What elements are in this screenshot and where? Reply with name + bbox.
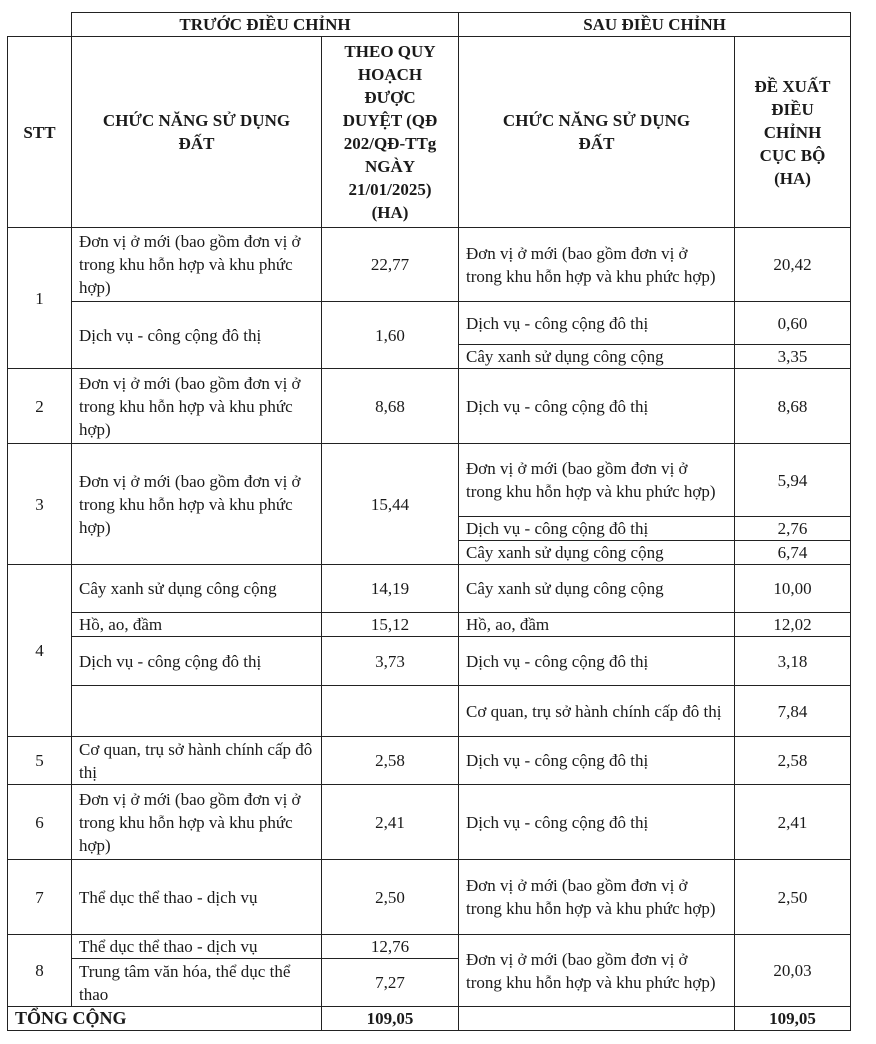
function-after-cell: Đơn vị ở mới (bao gồm đơn vị ở trong khu hỗn hợp và khu phức hợp) — [459, 228, 735, 302]
function-after-cell: Đơn vị ở mới (bao gồm đơn vị ở trong khu hỗn hợp và khu phức hợp) — [459, 860, 735, 935]
table-row — [8, 860, 851, 935]
function-before-cell: Dịch vụ - công cộng đô thị — [72, 302, 322, 369]
function-after-cell: Dịch vụ - công cộng đô thị — [459, 302, 735, 345]
area-before-cell: 14,19 — [322, 565, 459, 613]
table-row — [8, 565, 851, 613]
area-after-cell: 12,02 — [735, 613, 851, 637]
land-use-table-wrapper — [7, 12, 851, 1031]
header-function-before: CHỨC NĂNG SỬ DỤNG ĐẤT — [72, 37, 322, 228]
area-after-cell: 7,84 — [735, 686, 851, 737]
function-after-cell: Dịch vụ - công cộng đô thị — [459, 737, 735, 785]
header-corner-cell — [8, 13, 72, 37]
function-after-cell: Dịch vụ - công cộng đô thị — [459, 369, 735, 444]
area-after-cell: 10,00 — [735, 565, 851, 613]
function-after-cell: Cây xanh sử dụng công cộng — [459, 565, 735, 613]
function-before-cell: Cơ quan, trụ sở hành chính cấp đô thị — [72, 737, 322, 785]
function-after-cell: Dịch vụ - công cộng đô thị — [459, 517, 735, 541]
area-after-cell: 2,76 — [735, 517, 851, 541]
function-after-cell: Đơn vị ở mới (bao gồm đơn vị ở trong khu hỗn hợp và khu phức hợp) — [459, 444, 735, 517]
function-after-cell: Đơn vị ở mới (bao gồm đơn vị ở trong khu hỗn hợp và khu phức hợp) — [459, 935, 735, 1007]
table-row — [8, 785, 851, 860]
area-before-cell: 1,60 — [322, 302, 459, 369]
function-after-cell: Hồ, ao, đầm — [459, 613, 735, 637]
total-row — [8, 1007, 851, 1031]
header-stt: STT — [8, 37, 72, 228]
area-after-cell: 2,50 — [735, 860, 851, 935]
function-before-cell: Thể dục thể thao - dịch vụ — [72, 935, 322, 959]
header-function-after: CHỨC NĂNG SỬ DỤNG ĐẤT — [459, 37, 735, 228]
function-after-cell: Dịch vụ - công cộng đô thị — [459, 637, 735, 686]
total-before-value: 109,05 — [322, 1007, 459, 1031]
area-after-cell: 8,68 — [735, 369, 851, 444]
header-row-top — [8, 13, 851, 37]
function-after-cell: Cây xanh sử dụng công cộng — [459, 541, 735, 565]
header-area-before: THEO QUY HOẠCH ĐƯỢC DUYỆT (QĐ 202/QĐ-TTg NGÀY 21/01/2025) (HA) — [322, 37, 459, 228]
header-row-columns — [8, 37, 851, 228]
header-before-adjustment: TRƯỚC ĐIỀU CHỈNH — [72, 13, 459, 37]
area-before-cell: 7,27 — [322, 959, 459, 1007]
function-before-cell: Cây xanh sử dụng công cộng — [72, 565, 322, 613]
area-before-cell: 12,76 — [322, 935, 459, 959]
area-before-cell: 15,44 — [322, 444, 459, 565]
stt-cell: 3 — [8, 444, 72, 565]
stt-cell: 1 — [8, 228, 72, 369]
area-before-cell: 15,12 — [322, 613, 459, 637]
function-before-cell: Hồ, ao, đầm — [72, 613, 322, 637]
function-before-cell: Đơn vị ở mới (bao gồm đơn vị ở trong khu hỗn hợp và khu phức hợp) — [72, 369, 322, 444]
function-before-cell: Đơn vị ở mới (bao gồm đơn vị ở trong khu hỗn hợp và khu phức hợp) — [72, 228, 322, 302]
area-before-cell: 2,50 — [322, 860, 459, 935]
land-use-adjustment-table — [7, 12, 851, 1031]
stt-cell: 2 — [8, 369, 72, 444]
area-after-cell: 20,03 — [735, 935, 851, 1007]
area-before-cell: 2,41 — [322, 785, 459, 860]
function-after-cell: Dịch vụ - công cộng đô thị — [459, 785, 735, 860]
area-after-cell: 0,60 — [735, 302, 851, 345]
table-row — [8, 228, 851, 302]
function-before-cell: Trung tâm văn hóa, thể dục thể thao — [72, 959, 322, 1007]
table-row — [8, 686, 851, 737]
area-before-cell-empty — [322, 686, 459, 737]
stt-cell: 4 — [8, 565, 72, 737]
header-area-after: ĐỀ XUẤT ĐIỀU CHỈNH CỤC BỘ (HA) — [735, 37, 851, 228]
function-after-cell: Cơ quan, trụ sở hành chính cấp đô thị — [459, 686, 735, 737]
stt-cell: 8 — [8, 935, 72, 1007]
total-label: TỔNG CỘNG — [8, 1007, 322, 1031]
stt-cell: 5 — [8, 737, 72, 785]
stt-cell: 7 — [8, 860, 72, 935]
header-after-adjustment: SAU ĐIỀU CHỈNH — [459, 13, 851, 37]
total-after-value: 109,05 — [735, 1007, 851, 1031]
function-before-cell-empty — [72, 686, 322, 737]
table-row — [8, 737, 851, 785]
area-after-cell: 2,41 — [735, 785, 851, 860]
area-after-cell: 6,74 — [735, 541, 851, 565]
area-before-cell: 3,73 — [322, 637, 459, 686]
function-before-cell: Đơn vị ở mới (bao gồm đơn vị ở trong khu hỗn hợp và khu phức hợp) — [72, 444, 322, 565]
area-after-cell: 3,18 — [735, 637, 851, 686]
area-before-cell: 2,58 — [322, 737, 459, 785]
table-row — [8, 302, 851, 345]
table-row — [8, 369, 851, 444]
table-row — [8, 935, 851, 959]
table-row — [8, 444, 851, 517]
function-before-cell: Đơn vị ở mới (bao gồm đơn vị ở trong khu hỗn hợp và khu phức hợp) — [72, 785, 322, 860]
table-row — [8, 613, 851, 637]
area-after-cell: 3,35 — [735, 345, 851, 369]
area-after-cell: 5,94 — [735, 444, 851, 517]
area-after-cell: 20,42 — [735, 228, 851, 302]
area-before-cell: 22,77 — [322, 228, 459, 302]
area-before-cell: 8,68 — [322, 369, 459, 444]
function-before-cell: Dịch vụ - công cộng đô thị — [72, 637, 322, 686]
stt-cell: 6 — [8, 785, 72, 860]
area-after-cell: 2,58 — [735, 737, 851, 785]
total-function-after-empty — [459, 1007, 735, 1031]
function-before-cell: Thể dục thể thao - dịch vụ — [72, 860, 322, 935]
table-row — [8, 637, 851, 686]
function-after-cell: Cây xanh sử dụng công cộng — [459, 345, 735, 369]
